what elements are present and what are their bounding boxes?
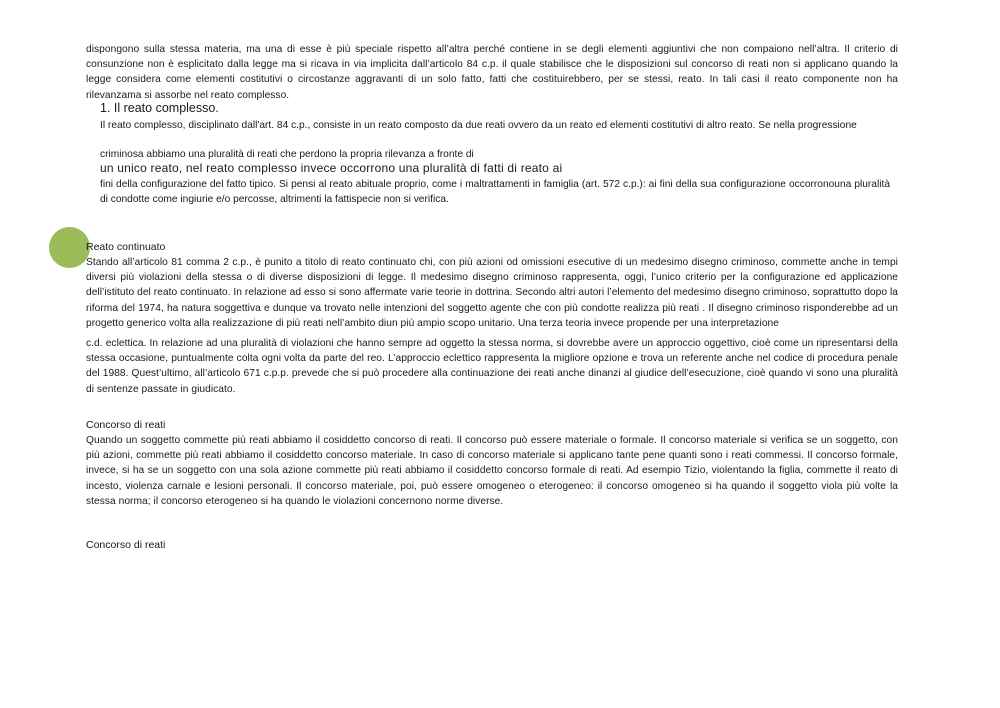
reato-continuato-section <box>86 240 898 397</box>
green-circle-marker-icon <box>49 227 90 268</box>
concorso-section <box>86 418 898 509</box>
concorso-title: Concorso di reati <box>86 419 166 431</box>
reato-continuato-paragraph-2: c.d. eclettica. In relazione ad una pluralità di violazioni che hanno sempre ad oggetto la stessa norma, si dovrebbe avere un approccio oggettivo, cioè come un ripresentarsi della stessa occasione, puntualmente colta ogni volta da parte del reo. L’approccio eclettico rappresenta la migliore opzione e trova un referente anche nel codice di procedura penale del 1988. Quest’ultimo, all’articolo 671 c.p.p. prevede che si può procedere alla continuazione dei reati anche dinanzi al giudice dell’esecuzione, cioè quando vi sono una pluralità di sentenze passate in giudicato. <box>86 338 898 395</box>
final-concorso-title: Concorso di reati <box>86 539 166 551</box>
intro-paragraph: dispongono sulla stessa materia, ma una di esse è più speciale rispetto all’altra perché contiene in se degli elementi aggiuntivi che non compaiono nell’altra. Il criterio di consunzione non è esplicitato dalla legge ma si ricava in via implicita dall’articolo 84 c.p. il quale stabilisce che le disposizioni sul concorso di reati non si applicano quando la legge considera come elementi costitutivi o circostanze aggravanti di un solo fatto, fatti che costituirebbero, per se stessi, reato. In tali casi il reato componente non ha rilevanzama si assorbe nel reato complesso. <box>86 44 898 101</box>
intro-section <box>86 42 898 103</box>
reato-complesso-line1: Il reato complesso, disciplinato dall'art. 84 c.p., consiste in un reato composto da due reati ovvero da un reato ed elementi costitutivi di altro reato. Se nella progressione <box>100 120 857 131</box>
reato-continuato-title: Reato continuato <box>86 241 166 253</box>
concorso-paragraph: Quando un soggetto commette più reati abbiamo il cosiddetto concorso di reati. Il concorso può essere materiale o formale. Il concorso materiale si verifica se un soggetto, con più azioni, commette più reati abbiamo il cosiddetto concorso materiale. In caso di concorso materiale si applicano tante pene quanti sono i reati commessi. Il concorso formale, invece, si ha se un soggetto con una sola azione commette più reati abbiamo il cosiddetto concorso formale di reati. Ad esempio Tizio, violentando la figlia, commette il reato di incesto, violenza carnale e lesioni personali. Il concorso materiale, poi, può essere omogeneo o eterogeneo: il concorso omogeneo si ha quando il soggetto viola più volte la stessa norma; il concorso eterogeneo si ha quando le violazioni concernono norme diverse. <box>86 435 898 507</box>
reato-continuato-paragraph-1: Stando all’articolo 81 comma 2 c.p., è punito a titolo di reato continuato chi, con più azioni od omissioni esecutive di un medesimo disegno criminoso, commette anche in tempi diversi più violazioni della stessa o di diverse disposizioni di legge. Il medesimo disegno criminoso rappresenta, oggi, l’unico criterio per la configurazione ed applicazione dell’istituto del reato continuato. In relazione ad esso si sono affermate varie teorie in dottrina. Secondo altri autori l’elemento del medesimo disegno criminoso, soprattutto dopo la riforma del 1974, ha natura soggettiva e dunque va trovato nelle intenzioni del soggetto agente che con più condotte realizza più reati . Il disegno criminoso risponderebbe ad un progetto generico volta alla realizzazione di più reati nell’ambito diun più ampio scopo unitario. Una terza teoria invece propende per una interpretazione <box>86 257 898 329</box>
reato-complesso-line3: un unico reato, nel reato complesso invece occorrono una pluralità di fatti di reato ai <box>100 161 563 175</box>
reato-complesso-line4: fini della configurazione del fatto tipico. Si pensi al reato abituale proprio, come i maltrattamenti in famiglia (art. 572 c.p.): ai fini della sua configurazione occorronouna pluralità di condotte come ingiurie e/o percosse, altrimenti la fattispecie non si verifica. <box>100 179 890 206</box>
final-section <box>86 538 898 553</box>
reato-complesso-line2: criminosa abbiamo una pluralità di reati che perdono la propria rilevanza a fronte di <box>100 149 474 160</box>
reato-complesso-heading: 1. Il reato complesso. <box>100 101 219 115</box>
